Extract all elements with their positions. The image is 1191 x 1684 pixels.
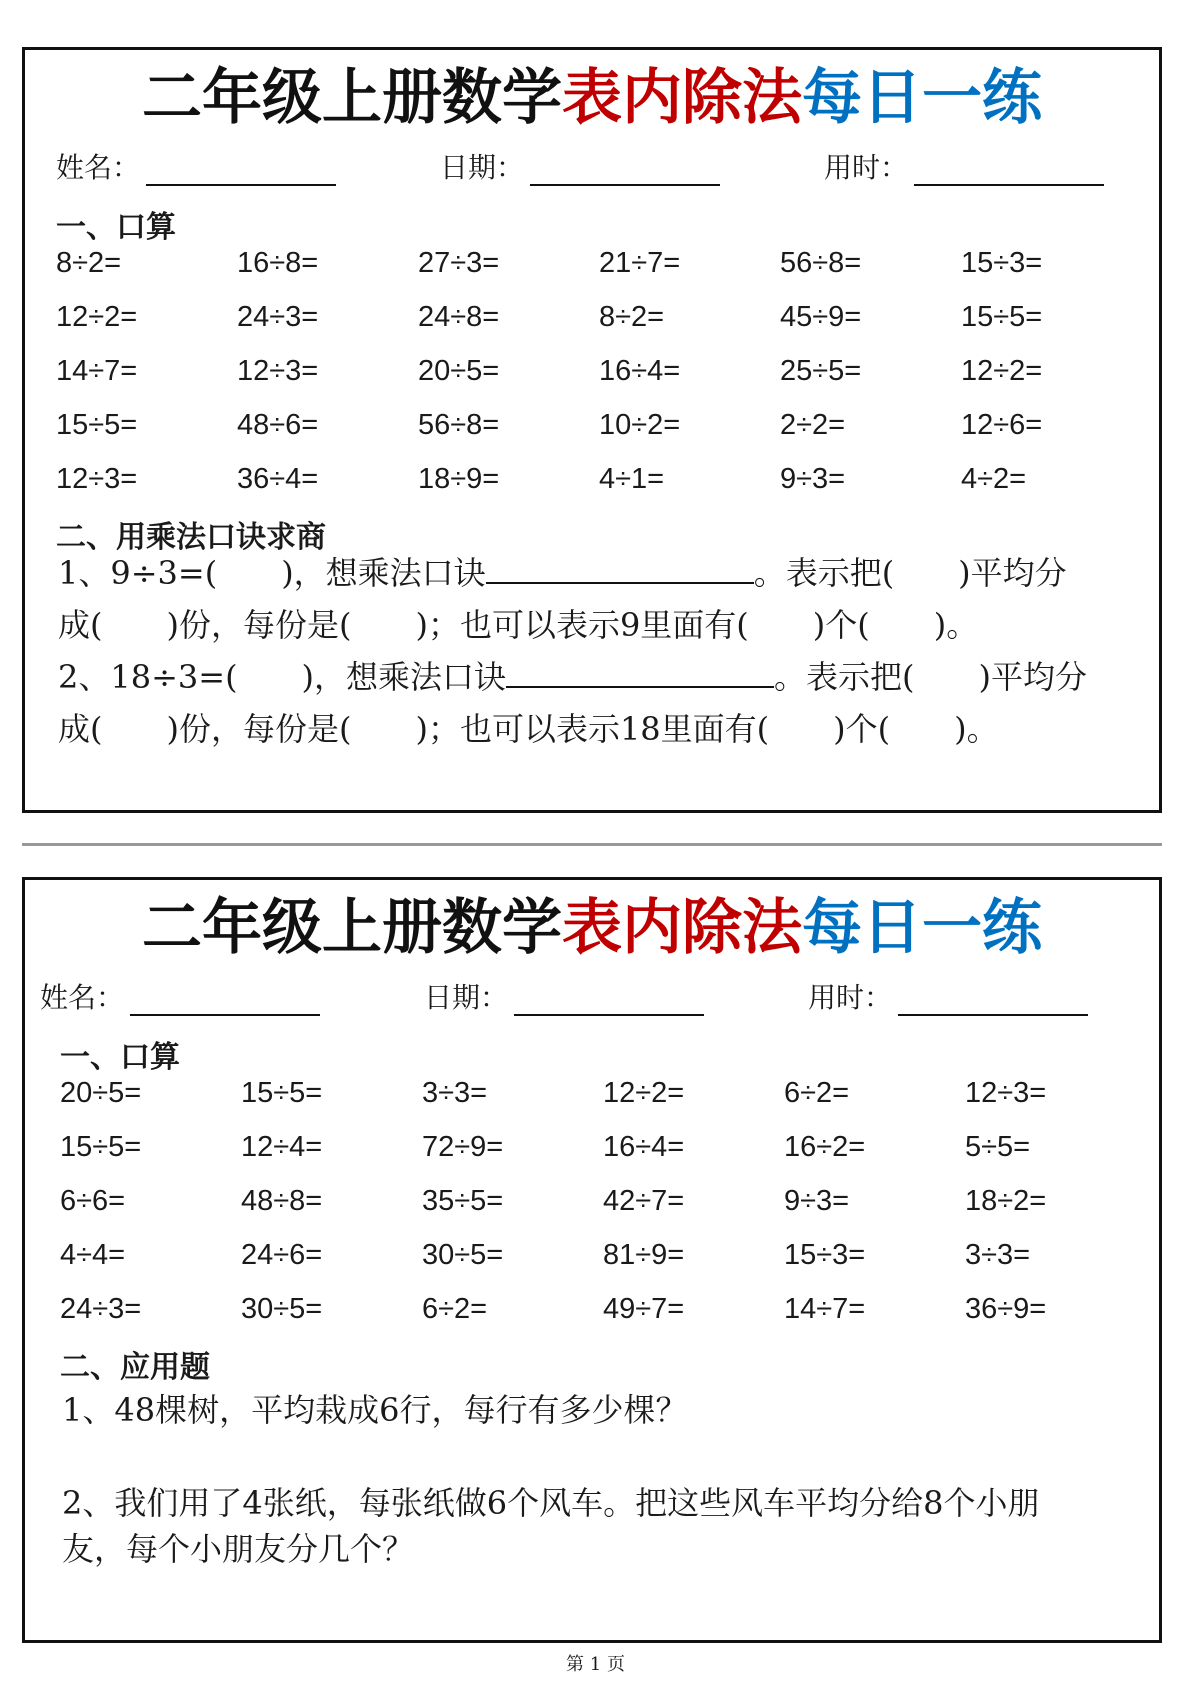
section-heading-multiplication: 二、用乘法口诀求商 <box>56 520 326 555</box>
calc-problem: 30÷5= <box>241 1293 323 1325</box>
name-field[interactable] <box>40 976 320 1016</box>
q1-text-a: 1、9÷3=( )，想乘法口诀 <box>58 554 486 592</box>
title-part-black: 二年级上册数学 <box>142 893 562 963</box>
calc-problem: 6÷6= <box>60 1185 126 1217</box>
calc-problem: 14÷7= <box>56 355 138 387</box>
calc-problem: 36÷9= <box>965 1293 1047 1325</box>
info-line <box>25 976 1159 1020</box>
word-problem-2-line-1: 2、我们用了4张纸，每张纸做6个风车。把这些风车平均分给8个小朋 <box>62 1484 1040 1522</box>
title-part-red: 表内除法 <box>562 893 802 963</box>
calc-problem: 12÷3= <box>237 355 319 387</box>
calc-problem: 36÷4= <box>237 463 319 495</box>
calc-problem: 20÷5= <box>418 355 500 387</box>
question-2-line-2: 成( )份，每份是( )；也可以表示18里面有( )个( )。 <box>58 710 999 748</box>
calc-problem: 6÷2= <box>422 1293 488 1325</box>
date-field[interactable] <box>424 976 704 1016</box>
calc-problem: 16÷4= <box>599 355 681 387</box>
calc-problem: 15÷5= <box>961 301 1043 333</box>
calc-problem: 12÷2= <box>56 301 138 333</box>
word-problem-1: 1、48棵树，平均栽成6行，每行有多少棵？ <box>62 1391 688 1429</box>
name-label: 姓名： <box>56 151 141 184</box>
calc-problem: 16÷4= <box>603 1131 685 1163</box>
name-label: 姓名： <box>40 981 125 1014</box>
question-1-line-2: 成( )份，每份是( )；也可以表示9里面有( )个( )。 <box>58 606 979 644</box>
calc-problem: 12÷6= <box>961 409 1043 441</box>
calc-problem: 4÷2= <box>961 463 1027 495</box>
calc-problem: 8÷2= <box>56 247 122 279</box>
calc-problem: 18÷9= <box>418 463 500 495</box>
calc-problem: 12÷2= <box>603 1077 685 1109</box>
title-part-blue: 每日一练 <box>802 63 1042 133</box>
name-field[interactable] <box>56 146 336 186</box>
section-heading-oral: 一、口算 <box>60 1040 180 1075</box>
q2-answer-blank[interactable] <box>506 656 774 688</box>
date-field[interactable] <box>440 146 720 186</box>
calc-problem: 49÷7= <box>603 1293 685 1325</box>
worksheet-1 <box>22 47 1162 813</box>
worksheet-title <box>25 58 1159 138</box>
time-field[interactable] <box>808 976 1088 1016</box>
calc-problem: 45÷9= <box>780 301 862 333</box>
date-blank[interactable] <box>530 154 720 186</box>
calc-problem: 25÷5= <box>780 355 862 387</box>
worksheet-2 <box>22 877 1162 1643</box>
calc-problem: 24÷3= <box>60 1293 142 1325</box>
date-label: 日期： <box>424 981 509 1014</box>
calc-problem: 81÷9= <box>603 1239 685 1271</box>
calc-problem: 9÷3= <box>784 1185 850 1217</box>
calc-problem: 24÷6= <box>241 1239 323 1271</box>
title-part-black: 二年级上册数学 <box>142 63 562 133</box>
name-blank[interactable] <box>130 984 320 1016</box>
word-problem-2-line-2: 友，每个小朋友分几个？ <box>62 1530 415 1568</box>
calc-problem: 20÷5= <box>60 1077 142 1109</box>
calc-problem: 12÷3= <box>965 1077 1047 1109</box>
time-label: 用时： <box>808 981 893 1014</box>
calc-problem: 18÷2= <box>965 1185 1047 1217</box>
calc-problem: 16÷8= <box>237 247 319 279</box>
calc-problem: 30÷5= <box>422 1239 504 1271</box>
section-heading-oral: 一、口算 <box>56 210 176 245</box>
calc-problem: 24÷8= <box>418 301 500 333</box>
calc-problem: 42÷7= <box>603 1185 685 1217</box>
question-2-line-1 <box>58 652 1087 698</box>
calc-problem: 24÷3= <box>237 301 319 333</box>
calc-problem: 12÷2= <box>961 355 1043 387</box>
calc-problem: 15÷3= <box>961 247 1043 279</box>
page-divider <box>22 843 1162 846</box>
time-label: 用时： <box>824 151 909 184</box>
calc-problem: 15÷3= <box>784 1239 866 1271</box>
oral-calc-grid <box>56 236 1142 506</box>
calc-problem: 4÷4= <box>60 1239 126 1271</box>
calc-problem: 14÷7= <box>784 1293 866 1325</box>
title-part-blue: 每日一练 <box>802 893 1042 963</box>
calc-problem: 21÷7= <box>599 247 681 279</box>
section-heading-word-problems: 二、应用题 <box>60 1350 210 1385</box>
calc-problem: 3÷3= <box>965 1239 1031 1271</box>
calc-problem: 8÷2= <box>599 301 665 333</box>
title-part-red: 表内除法 <box>562 63 802 133</box>
calc-problem: 9÷3= <box>780 463 846 495</box>
calc-problem: 15÷5= <box>56 409 138 441</box>
calc-problem: 4÷1= <box>599 463 665 495</box>
date-label: 日期： <box>440 151 525 184</box>
calc-problem: 12÷3= <box>56 463 138 495</box>
calc-problem: 56÷8= <box>418 409 500 441</box>
calc-problem: 3÷3= <box>422 1077 488 1109</box>
q1-text-b: 。表示把( )平均分 <box>753 554 1067 592</box>
calc-problem: 48÷8= <box>241 1185 323 1217</box>
question-1-line-1 <box>58 548 1067 594</box>
page-number: 第 1 页 <box>566 1654 625 1675</box>
calc-problem: 2÷2= <box>780 409 846 441</box>
calc-problem: 72÷9= <box>422 1131 504 1163</box>
time-blank[interactable] <box>898 984 1088 1016</box>
calc-problem: 15÷5= <box>60 1131 142 1163</box>
date-blank[interactable] <box>514 984 704 1016</box>
q2-text-a: 2、18÷3=( )，想乘法口诀 <box>58 658 507 696</box>
calc-problem: 6÷2= <box>784 1077 850 1109</box>
time-blank[interactable] <box>914 154 1104 186</box>
time-field[interactable] <box>824 146 1104 186</box>
calc-problem: 10÷2= <box>599 409 681 441</box>
calc-problem: 5÷5= <box>965 1131 1031 1163</box>
calc-problem: 15÷5= <box>241 1077 323 1109</box>
q1-answer-blank[interactable] <box>486 552 754 584</box>
worksheet-title <box>25 888 1159 968</box>
q2-text-b: 。表示把( )平均分 <box>774 658 1088 696</box>
calc-problem: 48÷6= <box>237 409 319 441</box>
calc-problem: 56÷8= <box>780 247 862 279</box>
info-line <box>25 146 1159 190</box>
oral-calc-grid <box>60 1066 1146 1336</box>
calc-problem: 35÷5= <box>422 1185 504 1217</box>
calc-problem: 12÷4= <box>241 1131 323 1163</box>
calc-problem: 27÷3= <box>418 247 500 279</box>
calc-problem: 16÷2= <box>784 1131 866 1163</box>
name-blank[interactable] <box>146 154 336 186</box>
